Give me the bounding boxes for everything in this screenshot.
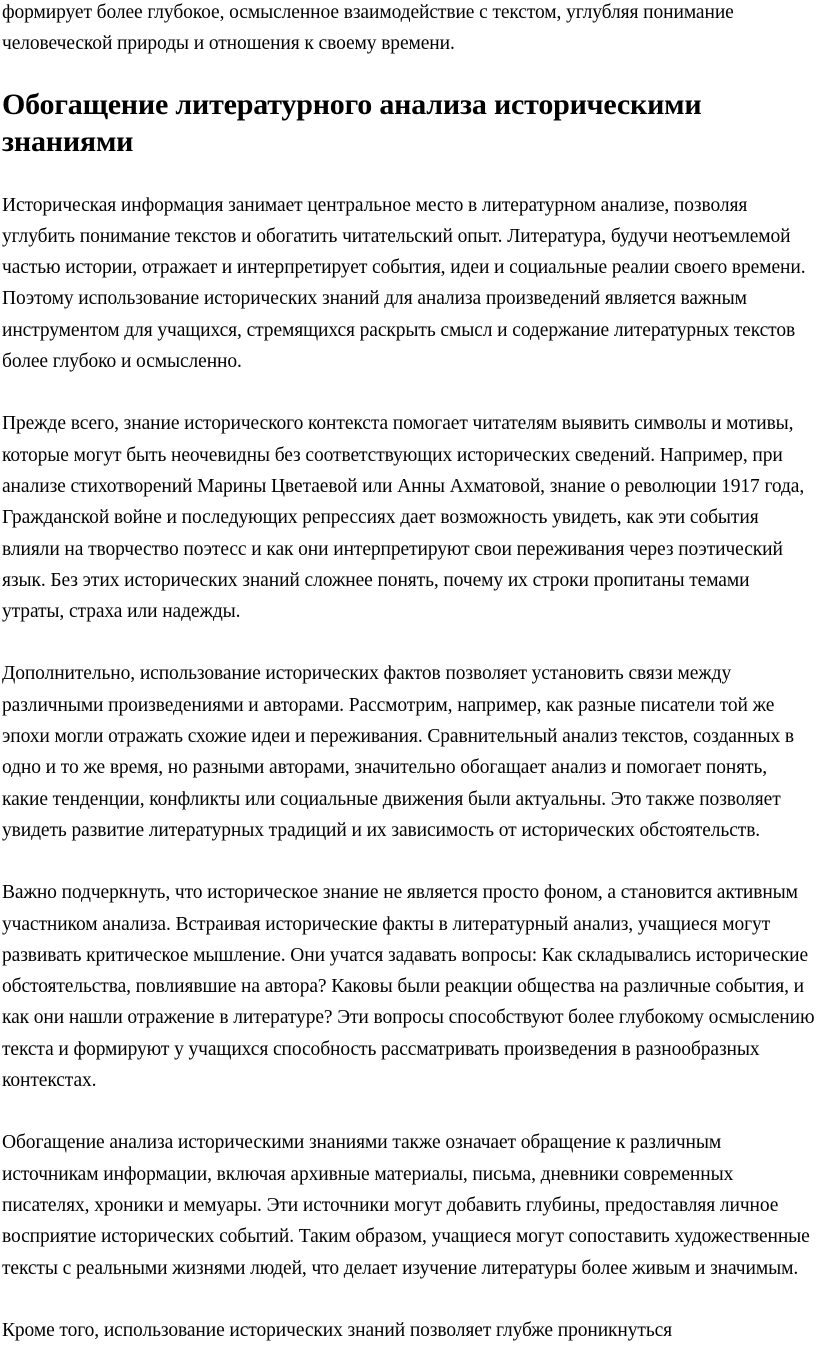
intro-paragraph: формирует более глубокое, осмысленное взаимодействие с текстом, углубляя понимание человеческой природы и отношения к своему времени. — [2, 2, 734, 55]
body-paragraph-6: Кроме того, использование исторических знаний позволяет глубже проникнуться — [2, 1319, 673, 1341]
body-paragraph-4: Важно подчеркнуть, что историческое знание не является просто фоном, а становится активным участником анализа. Встраивая исторические факты в литературный анализ, учащиеся могут развивать критическое мышление. Они учатся задавать вопросы: Как складывались исторические обстоятельства, повлиявшие на автора? Каковы были реакции общества на различные события, и как они нашли отражение в литературе? Эти вопросы способствуют более глубокому осмыслению текста и формируют у учащихся способность рассматривать произведения в разнообразных контекстах. — [2, 882, 815, 1092]
body-paragraph-1: Историческая информация занимает центральное место в литературном анализе, позволяя углубить понимание текстов и обогатить читательский опыт. Литература, будучи неотъемлемой частью истории, отражает и интерпретирует события, идеи и социальные реалии своего времени. Поэтому использование исторических знаний для анализа произведений является важным инструментом для учащихся, стремящихся раскрыть смысл и содержание литературных текстов более глубоко и осмысленно. — [2, 194, 806, 373]
body-paragraph-2: Прежде всего, знание исторического контекста помогает читателям выявить символы и мотивы, которые могут быть неочевидны без соответствующих исторических сведений. Например, при анализе стихотворений Марины Цветаевой или Анны Ахматовой, знание о революции 1917 года, Гражданской войне и последующих репрессиях дает возможность увидеть, как эти события влияли на творчество поэтесс и как они интерпретируют свои переживания через поэтический язык. Без этих исторических знаний сложнее понять, почему их строки пропитаны темами утраты, страха или надежды. — [2, 413, 805, 623]
body-paragraph-5: Обогащение анализа историческими знаниями также означает обращение к различным источникам информации, включая архивные материалы, письма, дневники современных писателях, хроники и мемуары. Эти источники могут добавить глубины, предоставляя личное восприятие исторических событий. Таким образом, учащиеся могут сопоставить художественные тексты с реальными жизнями людей, что делает изучение литературы более живым и значимым. — [2, 1132, 810, 1279]
body-paragraph-3: Дополнительно, использование исторических фактов позволяет установить связи между различными произведениями и авторами. Рассмотрим, например, как разные писатели той же эпохи могли отражать схожие идеи и переживания. Сравнительный анализ текстов, созданных в одно и то же время, но разными авторами, значительно обогащает анализ и помогает понять, какие тенденции, конфликты или социальные движения были актуальны. Это также позволяет увидеть развитие литературных традиций и их зависимость от исторических обстоятельств. — [2, 663, 795, 841]
section-heading: Обогащение литературного анализа историческими знаниями — [2, 87, 702, 158]
